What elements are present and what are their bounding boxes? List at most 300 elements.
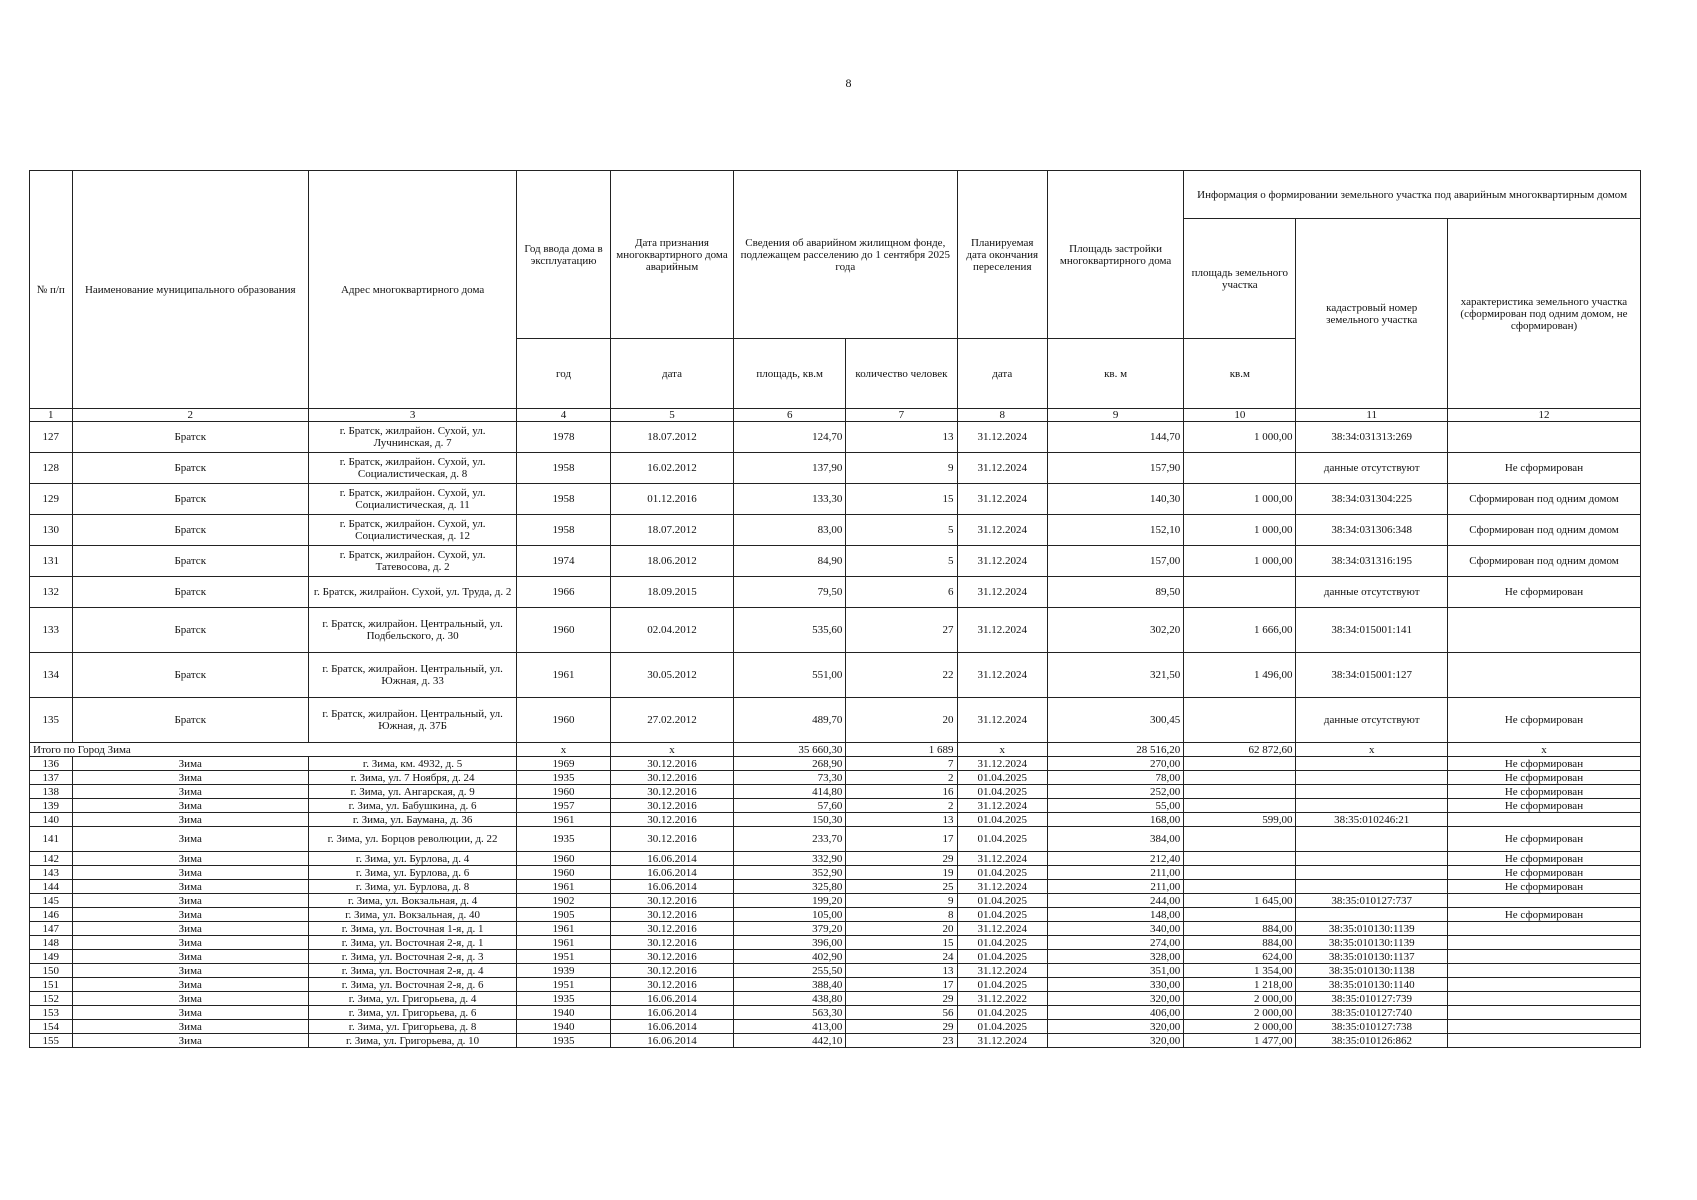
row-characteristic: Не сформирован xyxy=(1447,908,1640,922)
row-building-area: 157,90 xyxy=(1047,453,1183,484)
row-area: 489,70 xyxy=(734,698,846,743)
table-row xyxy=(30,1034,1641,1048)
row-address: г. Зима, ул. Борцов революции, д. 22 xyxy=(309,827,517,852)
row-cadastral: данные отсутствуют xyxy=(1296,453,1448,484)
row-building-area: 320,00 xyxy=(1047,1034,1183,1048)
row-cadastral: 38:35:010127:737 xyxy=(1296,894,1448,908)
row-recognition-date: 16.06.2014 xyxy=(610,852,733,866)
total-characteristic: x xyxy=(1447,743,1640,757)
row-building-area: 274,00 xyxy=(1047,936,1183,950)
header-building-area: Площадь застройки многоквартирного дома xyxy=(1047,171,1183,339)
header-num: № п/п xyxy=(30,171,73,409)
row-land-area: 1 000,00 xyxy=(1184,422,1296,453)
row-municipality: Зима xyxy=(72,813,309,827)
row-area: 84,90 xyxy=(734,546,846,577)
row-people: 29 xyxy=(846,852,957,866)
row-number: 136 xyxy=(30,757,73,771)
row-planned-date: 31.12.2024 xyxy=(957,453,1047,484)
row-people: 9 xyxy=(846,894,957,908)
row-number: 150 xyxy=(30,964,73,978)
row-land-area: 2 000,00 xyxy=(1184,1020,1296,1034)
page-number: 8 xyxy=(845,76,852,90)
table-row xyxy=(30,894,1641,908)
row-number: 133 xyxy=(30,608,73,653)
row-land-area xyxy=(1184,908,1296,922)
row-address: г. Зима, ул. Бурлова, д. 6 xyxy=(309,866,517,880)
row-address: г. Зима, ул. Восточная 2-я, д. 6 xyxy=(309,978,517,992)
row-land-area xyxy=(1184,852,1296,866)
row-planned-date: 31.12.2024 xyxy=(957,608,1047,653)
row-municipality: Зима xyxy=(72,1020,309,1034)
row-address: г. Зима, ул. Григорьева, д. 6 xyxy=(309,1006,517,1020)
row-cadastral: 38:35:010126:862 xyxy=(1296,1034,1448,1048)
row-recognition-date: 16.06.2014 xyxy=(610,1020,733,1034)
table-row xyxy=(30,1006,1641,1020)
row-land-area: 1 000,00 xyxy=(1184,484,1296,515)
row-address: г. Зима, ул. Григорьева, д. 8 xyxy=(309,1020,517,1034)
row-recognition-date: 30.12.2016 xyxy=(610,908,733,922)
row-cadastral: 38:34:031306:348 xyxy=(1296,515,1448,546)
header-land-area: площадь земельного участка xyxy=(1184,219,1296,339)
row-municipality: Зима xyxy=(72,964,309,978)
header-address: Адрес многоквартирного дома xyxy=(309,171,517,409)
unit-sq-m: кв. м xyxy=(1047,339,1183,409)
row-people: 17 xyxy=(846,827,957,852)
row-year: 1960 xyxy=(517,608,611,653)
row-address: г. Зима, ул. Вокзальная, д. 4 xyxy=(309,894,517,908)
row-address: г. Братск, жилрайон. Сухой, ул. Социалистическая, д. 8 xyxy=(309,453,517,484)
row-cadastral xyxy=(1296,799,1448,813)
row-people: 7 xyxy=(846,757,957,771)
row-address: г. Зима, ул. Восточная 1-я, д. 1 xyxy=(309,922,517,936)
row-year: 1902 xyxy=(517,894,611,908)
row-year: 1961 xyxy=(517,653,611,698)
row-land-area: 2 000,00 xyxy=(1184,992,1296,1006)
table-row xyxy=(30,608,1641,653)
row-municipality: Зима xyxy=(72,866,309,880)
row-characteristic xyxy=(1447,894,1640,908)
row-municipality: Братск xyxy=(72,422,309,453)
row-cadastral: данные отсутствуют xyxy=(1296,577,1448,608)
row-characteristic xyxy=(1447,992,1640,1006)
row-people: 19 xyxy=(846,866,957,880)
row-characteristic: Не сформирован xyxy=(1447,785,1640,799)
row-municipality: Зима xyxy=(72,922,309,936)
table-row xyxy=(30,978,1641,992)
row-area: 124,70 xyxy=(734,422,846,453)
row-planned-date: 01.04.2025 xyxy=(957,950,1047,964)
rows-bratsk xyxy=(30,422,1641,743)
row-recognition-date: 30.12.2016 xyxy=(610,964,733,978)
row-municipality: Зима xyxy=(72,771,309,785)
total-people: 1 689 xyxy=(846,743,957,757)
row-land-area: 624,00 xyxy=(1184,950,1296,964)
row-characteristic: Не сформирован xyxy=(1447,799,1640,813)
row-recognition-date: 01.12.2016 xyxy=(610,484,733,515)
row-planned-date: 31.12.2024 xyxy=(957,964,1047,978)
row-number: 140 xyxy=(30,813,73,827)
row-area: 396,00 xyxy=(734,936,846,950)
row-building-area: 384,00 xyxy=(1047,827,1183,852)
row-people: 16 xyxy=(846,785,957,799)
row-building-area: 144,70 xyxy=(1047,422,1183,453)
row-land-area: 884,00 xyxy=(1184,936,1296,950)
row-cadastral: 38:35:010127:740 xyxy=(1296,1006,1448,1020)
row-cadastral: 38:35:010130:1137 xyxy=(1296,950,1448,964)
column-index: 3 xyxy=(309,409,517,422)
column-index: 7 xyxy=(846,409,957,422)
column-index: 2 xyxy=(72,409,309,422)
table-row xyxy=(30,799,1641,813)
column-index: 1 xyxy=(30,409,73,422)
row-land-area xyxy=(1184,577,1296,608)
row-building-area: 168,00 xyxy=(1047,813,1183,827)
row-year: 1958 xyxy=(517,453,611,484)
row-number: 129 xyxy=(30,484,73,515)
row-people: 5 xyxy=(846,515,957,546)
header-land-characteristic: характеристика земельного участка (сформирован под одним домом, не сформирован) xyxy=(1447,219,1640,409)
row-area: 137,90 xyxy=(734,453,846,484)
row-people: 24 xyxy=(846,950,957,964)
row-area: 535,60 xyxy=(734,608,846,653)
row-characteristic: Сформирован под одним домом xyxy=(1447,484,1640,515)
unit-area: площадь, кв.м xyxy=(734,339,846,409)
row-municipality: Братск xyxy=(72,653,309,698)
row-characteristic: Не сформирован xyxy=(1447,827,1640,852)
row-cadastral xyxy=(1296,771,1448,785)
row-municipality: Братск xyxy=(72,484,309,515)
row-year: 1905 xyxy=(517,908,611,922)
total-section xyxy=(30,743,1641,757)
row-cadastral: 38:34:031316:195 xyxy=(1296,546,1448,577)
row-address: г. Зима, ул. Баумана, д. 36 xyxy=(309,813,517,827)
row-characteristic xyxy=(1447,922,1640,936)
row-planned-date: 01.04.2025 xyxy=(957,894,1047,908)
column-index: 11 xyxy=(1296,409,1448,422)
table-header xyxy=(30,171,1641,422)
row-year: 1940 xyxy=(517,1020,611,1034)
row-planned-date: 31.12.2024 xyxy=(957,653,1047,698)
row-municipality: Зима xyxy=(72,827,309,852)
row-recognition-date: 30.12.2016 xyxy=(610,785,733,799)
row-characteristic: Не сформирован xyxy=(1447,866,1640,880)
row-number: 132 xyxy=(30,577,73,608)
header-cadastral: кадастровый номер земельного участка xyxy=(1296,219,1448,409)
table-row xyxy=(30,813,1641,827)
header-recognition-date: Дата признания многоквартирного дома аварийным xyxy=(610,171,733,339)
row-address: г. Братск, жилрайон. Центральный, ул. Подбельского, д. 30 xyxy=(309,608,517,653)
rows-zima xyxy=(30,757,1641,1048)
row-municipality: Зима xyxy=(72,785,309,799)
row-area: 268,90 xyxy=(734,757,846,771)
row-address: г. Зима, ул. Бурлова, д. 4 xyxy=(309,852,517,866)
row-cadastral: 38:35:010130:1139 xyxy=(1296,922,1448,936)
row-number: 155 xyxy=(30,1034,73,1048)
unit-people: количество человек xyxy=(846,339,957,409)
row-year: 1935 xyxy=(517,992,611,1006)
table-row xyxy=(30,515,1641,546)
unit-planned-date: дата xyxy=(957,339,1047,409)
row-year: 1940 xyxy=(517,1006,611,1020)
row-recognition-date: 16.06.2014 xyxy=(610,1006,733,1020)
row-land-area: 599,00 xyxy=(1184,813,1296,827)
row-recognition-date: 27.02.2012 xyxy=(610,698,733,743)
row-building-area: 244,00 xyxy=(1047,894,1183,908)
row-building-area: 328,00 xyxy=(1047,950,1183,964)
row-building-area: 270,00 xyxy=(1047,757,1183,771)
row-people: 15 xyxy=(846,484,957,515)
row-people: 13 xyxy=(846,964,957,978)
row-municipality: Зима xyxy=(72,894,309,908)
row-year: 1939 xyxy=(517,964,611,978)
row-cadastral: 38:35:010246:21 xyxy=(1296,813,1448,827)
row-building-area: 340,00 xyxy=(1047,922,1183,936)
row-municipality: Зима xyxy=(72,908,309,922)
row-recognition-date: 16.06.2014 xyxy=(610,866,733,880)
row-people: 15 xyxy=(846,936,957,950)
row-characteristic: Не сформирован xyxy=(1447,577,1640,608)
row-planned-date: 31.12.2024 xyxy=(957,1034,1047,1048)
row-building-area: 212,40 xyxy=(1047,852,1183,866)
row-characteristic: Не сформирован xyxy=(1447,698,1640,743)
row-recognition-date: 30.12.2016 xyxy=(610,771,733,785)
row-number: 142 xyxy=(30,852,73,866)
row-municipality: Братск xyxy=(72,698,309,743)
row-area: 57,60 xyxy=(734,799,846,813)
column-index: 6 xyxy=(734,409,846,422)
row-cadastral: 38:34:015001:141 xyxy=(1296,608,1448,653)
row-land-area: 1 218,00 xyxy=(1184,978,1296,992)
row-address: г. Братск, жилрайон. Сухой, ул. Татевосова, д. 2 xyxy=(309,546,517,577)
row-land-area xyxy=(1184,771,1296,785)
unit-date: дата xyxy=(610,339,733,409)
row-land-area xyxy=(1184,785,1296,799)
row-people: 27 xyxy=(846,608,957,653)
row-address: г. Зима, ул. Восточная 2-я, д. 3 xyxy=(309,950,517,964)
row-building-area: 302,20 xyxy=(1047,608,1183,653)
row-land-area xyxy=(1184,880,1296,894)
row-municipality: Зима xyxy=(72,992,309,1006)
row-building-area: 321,50 xyxy=(1047,653,1183,698)
row-year: 1974 xyxy=(517,546,611,577)
header-municipality: Наименование муниципального образования xyxy=(72,171,309,409)
row-planned-date: 01.04.2025 xyxy=(957,771,1047,785)
row-planned-date: 01.04.2025 xyxy=(957,813,1047,827)
row-year: 1960 xyxy=(517,785,611,799)
row-recognition-date: 30.12.2016 xyxy=(610,950,733,964)
row-land-area xyxy=(1184,757,1296,771)
row-recognition-date: 16.06.2014 xyxy=(610,880,733,894)
row-area: 442,10 xyxy=(734,1034,846,1048)
table-row xyxy=(30,453,1641,484)
row-recognition-date: 30.12.2016 xyxy=(610,813,733,827)
table-row xyxy=(30,757,1641,771)
row-year: 1961 xyxy=(517,813,611,827)
row-characteristic: Сформирован под одним домом xyxy=(1447,546,1640,577)
row-cadastral: 38:35:010130:1138 xyxy=(1296,964,1448,978)
total-cadastral: x xyxy=(1296,743,1448,757)
row-building-area: 351,00 xyxy=(1047,964,1183,978)
row-planned-date: 01.04.2025 xyxy=(957,785,1047,799)
row-building-area: 152,10 xyxy=(1047,515,1183,546)
row-planned-date: 01.04.2025 xyxy=(957,866,1047,880)
row-number: 128 xyxy=(30,453,73,484)
emergency-housing-table xyxy=(29,170,1641,1048)
row-planned-date: 01.04.2025 xyxy=(957,827,1047,852)
row-municipality: Зима xyxy=(72,1034,309,1048)
row-number: 146 xyxy=(30,908,73,922)
row-year: 1957 xyxy=(517,799,611,813)
row-recognition-date: 16.06.2014 xyxy=(610,992,733,1006)
row-land-area: 884,00 xyxy=(1184,922,1296,936)
row-address: г. Зима, ул. Ангарская, д. 9 xyxy=(309,785,517,799)
row-building-area: 55,00 xyxy=(1047,799,1183,813)
row-area: 402,90 xyxy=(734,950,846,964)
row-number: 144 xyxy=(30,880,73,894)
row-area: 414,80 xyxy=(734,785,846,799)
row-cadastral xyxy=(1296,757,1448,771)
table-row xyxy=(30,964,1641,978)
row-area: 438,80 xyxy=(734,992,846,1006)
row-number: 134 xyxy=(30,653,73,698)
row-characteristic: Не сформирован xyxy=(1447,880,1640,894)
row-address: г. Братск, жилрайон. Сухой, ул. Лучнинская, д. 7 xyxy=(309,422,517,453)
row-address: г. Братск, жилрайон. Центральный, ул. Южная, д. 33 xyxy=(309,653,517,698)
row-area: 325,80 xyxy=(734,880,846,894)
row-address: г. Зима, ул. Бурлова, д. 8 xyxy=(309,880,517,894)
table-row xyxy=(30,653,1641,698)
row-number: 127 xyxy=(30,422,73,453)
column-index: 9 xyxy=(1047,409,1183,422)
table-row xyxy=(30,866,1641,880)
row-year: 1958 xyxy=(517,515,611,546)
row-building-area: 78,00 xyxy=(1047,771,1183,785)
row-number: 154 xyxy=(30,1020,73,1034)
row-planned-date: 31.12.2024 xyxy=(957,698,1047,743)
row-building-area: 148,00 xyxy=(1047,908,1183,922)
row-people: 22 xyxy=(846,653,957,698)
row-land-area: 1 000,00 xyxy=(1184,546,1296,577)
row-municipality: Братск xyxy=(72,608,309,653)
row-number: 149 xyxy=(30,950,73,964)
row-area: 563,30 xyxy=(734,1006,846,1020)
row-number: 152 xyxy=(30,992,73,1006)
table-row xyxy=(30,546,1641,577)
row-land-area xyxy=(1184,866,1296,880)
table-row xyxy=(30,771,1641,785)
row-area: 199,20 xyxy=(734,894,846,908)
total-date: x xyxy=(610,743,733,757)
row-cadastral: 38:34:015001:127 xyxy=(1296,653,1448,698)
row-number: 141 xyxy=(30,827,73,852)
row-municipality: Зима xyxy=(72,936,309,950)
header-land-info: Информация о формировании земельного участка под аварийным многоквартирным домом xyxy=(1184,171,1641,219)
row-municipality: Зима xyxy=(72,978,309,992)
row-characteristic: Сформирован под одним домом xyxy=(1447,515,1640,546)
row-building-area: 157,00 xyxy=(1047,546,1183,577)
row-area: 551,00 xyxy=(734,653,846,698)
total-year: x xyxy=(517,743,611,757)
table-row xyxy=(30,484,1641,515)
row-planned-date: 31.12.2024 xyxy=(957,484,1047,515)
row-people: 20 xyxy=(846,698,957,743)
row-recognition-date: 30.12.2016 xyxy=(610,978,733,992)
table-row xyxy=(30,577,1641,608)
row-area: 233,70 xyxy=(734,827,846,852)
total-area: 35 660,30 xyxy=(734,743,846,757)
row-address: г. Братск, жилрайон. Центральный, ул. Южная, д. 37Б xyxy=(309,698,517,743)
table-row xyxy=(30,880,1641,894)
row-area: 79,50 xyxy=(734,577,846,608)
row-cadastral: 38:35:010127:738 xyxy=(1296,1020,1448,1034)
row-recognition-date: 18.07.2012 xyxy=(610,515,733,546)
row-year: 1960 xyxy=(517,852,611,866)
row-characteristic xyxy=(1447,1020,1640,1034)
row-year: 1961 xyxy=(517,936,611,950)
table-row xyxy=(30,422,1641,453)
table-row xyxy=(30,785,1641,799)
row-cadastral xyxy=(1296,908,1448,922)
row-address: г. Зима, ул. Восточная 2-я, д. 1 xyxy=(309,936,517,950)
row-year: 1935 xyxy=(517,1034,611,1048)
row-planned-date: 01.04.2025 xyxy=(957,936,1047,950)
row-people: 17 xyxy=(846,978,957,992)
row-municipality: Зима xyxy=(72,757,309,771)
row-planned-date: 31.12.2022 xyxy=(957,992,1047,1006)
row-year: 1960 xyxy=(517,866,611,880)
total-planned: x xyxy=(957,743,1047,757)
row-year: 1966 xyxy=(517,577,611,608)
row-year: 1935 xyxy=(517,827,611,852)
row-land-area: 1 354,00 xyxy=(1184,964,1296,978)
row-land-area: 1 496,00 xyxy=(1184,653,1296,698)
row-characteristic xyxy=(1447,964,1640,978)
row-year: 1951 xyxy=(517,978,611,992)
row-cadastral xyxy=(1296,852,1448,866)
table-row xyxy=(30,852,1641,866)
row-planned-date: 01.04.2025 xyxy=(957,978,1047,992)
row-recognition-date: 30.12.2016 xyxy=(610,936,733,950)
table-row xyxy=(30,936,1641,950)
row-characteristic xyxy=(1447,608,1640,653)
row-address: г. Зима, ул. Вокзальная, д. 40 xyxy=(309,908,517,922)
row-cadastral: 38:35:010127:739 xyxy=(1296,992,1448,1006)
row-area: 379,20 xyxy=(734,922,846,936)
row-people: 6 xyxy=(846,577,957,608)
row-area: 105,00 xyxy=(734,908,846,922)
row-recognition-date: 18.07.2012 xyxy=(610,422,733,453)
row-address: г. Братск, жилрайон. Сухой, ул. Социалистическая, д. 11 xyxy=(309,484,517,515)
row-recognition-date: 30.12.2016 xyxy=(610,922,733,936)
row-people: 25 xyxy=(846,880,957,894)
row-land-area xyxy=(1184,799,1296,813)
table-row xyxy=(30,992,1641,1006)
row-land-area: 1 645,00 xyxy=(1184,894,1296,908)
row-area: 150,30 xyxy=(734,813,846,827)
table-row xyxy=(30,922,1641,936)
header-year: Год ввода дома в эксплуатацию xyxy=(517,171,611,339)
row-municipality: Зима xyxy=(72,1006,309,1020)
row-cadastral xyxy=(1296,880,1448,894)
row-land-area: 2 000,00 xyxy=(1184,1006,1296,1020)
row-characteristic: Не сформирован xyxy=(1447,757,1640,771)
row-number: 135 xyxy=(30,698,73,743)
row-people: 2 xyxy=(846,799,957,813)
row-area: 388,40 xyxy=(734,978,846,992)
row-building-area: 211,00 xyxy=(1047,866,1183,880)
row-people: 9 xyxy=(846,453,957,484)
row-characteristic xyxy=(1447,936,1640,950)
